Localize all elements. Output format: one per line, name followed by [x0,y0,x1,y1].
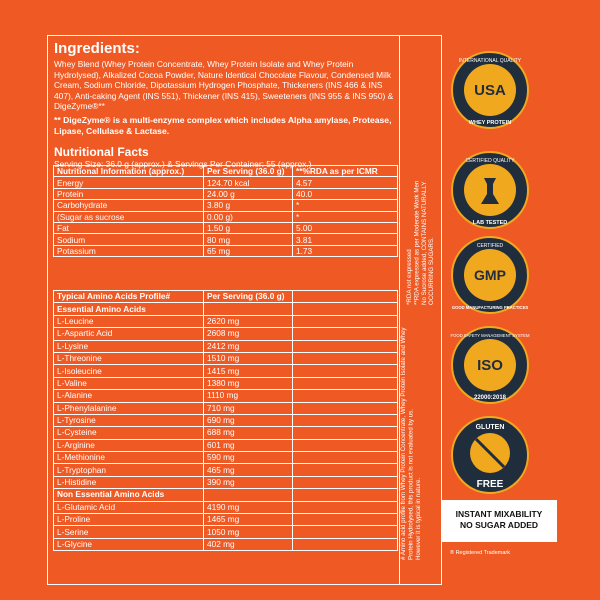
amino-row [54,340,398,352]
enzyme-note: ** DigeZyme® is a multi-enzyme complex which includes Alpha amylase, Protease, Lipase, Cellulase & Lactase. [54,114,392,136]
nutrition-cell: 40.0 [293,188,398,199]
nutrition-cell: Protein [54,188,204,199]
gluten-badge-bottom: FREE [476,479,504,490]
amino-empty-cell [293,476,398,488]
usa-badge-top: INTERNATIONAL QUALITY [458,58,522,64]
amino-group-row [54,489,398,501]
header-cell: **%RDA as per ICMR [293,166,398,177]
nutrition-cell: 0.00 g) [204,211,293,222]
amino-empty-cell [293,464,398,476]
nutrition-row [54,188,398,199]
amino-cell: L-Cysteine [54,427,204,439]
amino-group-label: Non Essential Amino Acids [54,489,204,501]
amino-cell: 2608 mg [204,328,293,340]
ingredients-text: Whey Blend (Whey Protein Concentrate, Whey Protein Isolate and Whey Protein Hydrolysed), Alkalized Cocoa Powder, Nature Identical Chocolate Flavour, Condensed Milk Cream, Sodium Chloride, Dipotassium Hydrogen Phosphate, Thickeners (INS 466 & INS 407), Anti-caking Agent (INS 551), Thickener (INS 415), Sweeteners (INS 955 & INS 950) & DigeZyme®** [54,59,394,112]
iso-badge-top: FOOD SAFETY MANAGEMENT SYSTEM [450,333,530,338]
amino-cell: 710 mg [204,402,293,414]
amino-row [54,328,398,340]
mixability-panel [441,500,557,542]
amino-cell: L-Proline [54,514,204,526]
nutrition-cell: 65 mg [204,245,293,256]
usa-badge-main: USA [474,82,506,99]
nutrition-cell: Energy [54,177,204,188]
gluten-free-badge [450,415,530,495]
amino-cell: 1110 mg [204,390,293,402]
amino-header-row [54,291,398,303]
amino-row [54,365,398,377]
nutrition-row [54,234,398,245]
amino-row [54,402,398,414]
amino-cell: 688 mg [204,427,293,439]
amino-cell: 1380 mg [204,377,293,389]
amino-empty-cell [293,340,398,352]
amino-cell: 690 mg [204,414,293,426]
gmp-badge-main: GMP [474,267,506,283]
amino-cell: L-Threonine [54,352,204,364]
amino-cell: 2412 mg [204,340,293,352]
lab-tested-badge [450,150,530,230]
amino-cell: L-Aspartic Acid [54,328,204,340]
amino-empty-cell [293,538,398,550]
gluten-badge-top: GLUTEN [475,424,505,431]
nutrition-cell: * [293,200,398,211]
nutrition-cell: Fat [54,222,204,233]
iso-badge-main: ISO [477,357,503,374]
header-cell: Per Serving (36.0 g) [204,166,293,177]
amino-empty-cell [293,377,398,389]
amino-cell: L-Glutamic Acid [54,501,204,513]
amino-cell: L-Arginine [54,439,204,451]
nutrition-title: Nutritional Facts [54,144,149,159]
amino-cell: L-Valine [54,377,204,389]
amino-cell: L-Glycine [54,538,204,550]
amino-cell: 601 mg [204,439,293,451]
ingredients-title: Ingredients: [54,40,140,57]
nutrition-side-note: *RDA not expressed **RDA expressed as per Moderate Work Men No Sucrose added, CONTAINS NATURALLY OCCURRING SUGARS. [406,180,436,305]
header-cell: Per Serving (36.0 g) [204,291,293,303]
usa-whey-badge [450,50,530,130]
amino-cell: 390 mg [204,476,293,488]
amino-table [53,290,398,551]
amino-row [54,352,398,364]
amino-cell: 4190 mg [204,501,293,513]
amino-empty-cell [293,315,398,327]
nutrition-cell: 24.00 g [204,188,293,199]
amino-empty-cell [293,452,398,464]
amino-empty-cell [293,352,398,364]
amino-cell: L-Isoleucine [54,365,204,377]
registered-trademark-note: ® Registered Trademark [450,550,510,556]
amino-row [54,526,398,538]
amino-row [54,476,398,488]
nutrition-cell: 3.81 [293,234,398,245]
amino-cell: L-Tyrosine [54,414,204,426]
amino-empty-cell [293,365,398,377]
amino-cell: L-Serine [54,526,204,538]
amino-row [54,452,398,464]
lab-badge-bottom: LAB TESTED [472,220,508,226]
amino-empty-cell [293,390,398,402]
amino-cell: L-Lysine [54,340,204,352]
iso-badge-bottom: 22000:2018 [473,395,507,401]
amino-group-label: Essential Amino Acids [54,303,204,315]
amino-cell: 1415 mg [204,365,293,377]
nutrition-row [54,245,398,256]
header-cell: Typical Amino Acids Profile# [54,291,204,303]
gmp-badge [450,235,530,315]
amino-cell: 590 mg [204,452,293,464]
amino-empty-cell [293,402,398,414]
gmp-badge-top: CERTIFIED [476,243,504,249]
amino-row [54,427,398,439]
amino-row [54,501,398,513]
header-cell [293,291,398,303]
amino-empty-cell [293,328,398,340]
amino-cell: L-Methionine [54,452,204,464]
amino-cell: L-Alanine [54,390,204,402]
amino-cell: 465 mg [204,464,293,476]
nutrition-row [54,177,398,188]
amino-empty-cell [293,489,398,501]
nutrition-table [53,165,398,257]
header-cell: Nutritional Information (approx.) [54,166,204,177]
nutrition-cell: 4.57 [293,177,398,188]
amino-row [54,315,398,327]
amino-cell: 2620 mg [204,315,293,327]
amino-cell: 1465 mg [204,514,293,526]
nutrition-cell: Potassium [54,245,204,256]
ingredients-section [54,40,398,172]
amino-group-row [54,303,398,315]
nutrition-cell: 1.50 g [204,222,293,233]
amino-cell: L-Tryptophan [54,464,204,476]
nutrition-cell: 5.00 [293,222,398,233]
serving-info: Serving Size: 36.0 g (approx.) & Servings Per Container: 55 (approx.) [54,158,312,169]
amino-row [54,414,398,426]
nutrition-row [54,200,398,211]
amino-cell: 402 mg [204,538,293,550]
amino-row [54,514,398,526]
panel-line-1: INSTANT MIXABILITY [455,509,543,519]
amino-empty-cell [293,303,398,315]
nutrition-cell: 80 mg [204,234,293,245]
nutrition-row [54,211,398,222]
amino-cell: 1050 mg [204,526,293,538]
amino-side-note: # Amino acid profile from Whey Protein Concentrate, Whey Protein Isolate and Whey Protein Hydrolysed, this product is not evaluated by us. However it is typical in nature. [400,327,422,560]
panel-line-2: NO SUGAR ADDED [459,520,539,530]
iso-badge [450,325,530,405]
amino-cell: L-Histidine [54,476,204,488]
amino-empty-cell [204,303,293,315]
nutrition-cell: 124.70 kcal [204,177,293,188]
amino-cell: L-Leucine [54,315,204,327]
nutrition-cell: 1.73 [293,245,398,256]
amino-row [54,390,398,402]
nutrition-cell: (Sugar as sucrose [54,211,204,222]
amino-empty-cell [293,501,398,513]
amino-empty-cell [293,514,398,526]
amino-row [54,538,398,550]
amino-empty-cell [293,526,398,538]
amino-empty-cell [293,439,398,451]
amino-cell: L-Phenylalanine [54,402,204,414]
amino-row [54,464,398,476]
amino-empty-cell [204,489,293,501]
nutrition-cell: * [293,211,398,222]
nutrition-cell: 3.80 g [204,200,293,211]
amino-empty-cell [293,427,398,439]
amino-empty-cell [293,414,398,426]
nutrition-row [54,222,398,233]
nutrition-header-row [54,166,398,177]
amino-row [54,439,398,451]
lab-badge-top: CERTIFIED QUALITY [465,158,515,164]
nutrition-cell: Carbohydrate [54,200,204,211]
gmp-badge-bottom: GOOD MANUFACTURING PRACTICES [451,305,529,310]
nutrition-cell: Sodium [54,234,204,245]
usa-badge-bottom: WHEY PROTEIN [468,120,512,126]
amino-row [54,377,398,389]
amino-cell: 1510 mg [204,352,293,364]
